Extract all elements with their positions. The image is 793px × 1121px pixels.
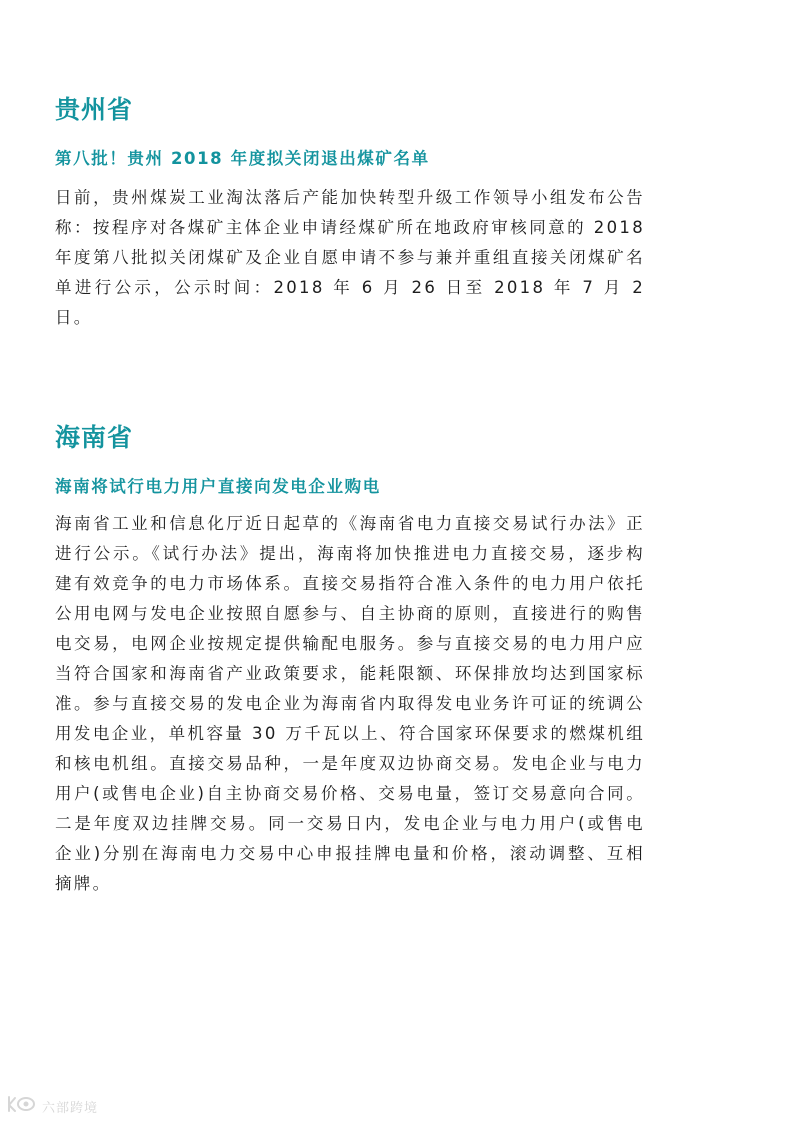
- article-title: 第八批！贵州 2018 年度拟关闭退出煤矿名单: [55, 149, 430, 168]
- section-guizhou: [55, 94, 645, 333]
- watermark-text: 六部跨境: [42, 1100, 99, 1116]
- watermark: [6, 1093, 98, 1119]
- k-eye-logo-icon: [6, 1093, 36, 1119]
- article-body: 日前，贵州煤炭工业淘汰落后产能加快转型升级工作领导小组发布公告称：按程序对各煤矿主体企业申请经煤矿所在地政府审核同意的 2018 年度第八批拟关闭煤矿及企业自愿申请不参与兼并重组直接关闭煤矿名单进行公示，公示时间：2018 年 6 月 26 日至 2018 年 7 月 2 日。: [55, 188, 645, 327]
- province-title: 海南省: [55, 423, 134, 452]
- province-title: 贵州省: [55, 95, 134, 124]
- article-body: 海南省工业和信息化厅近日起草的《海南省电力直接交易试行办法》正进行公示。《试行办法》提出，海南将加快推进电力直接交易，逐步构建有效竞争的电力市场体系。直接交易指符合准入条件的电力用户依托公用电网与发电企业按照自愿参与、自主协商的原则，直接进行的购售电交易，电网企业按规定提供输配电服务。参与直接交易的电力用户应当符合国家和海南省产业政策要求，能耗限额、环保排放均达到国家标准。参与直接交易的发电企业为海南省内取得发电业务许可证的统调公用发电企业，单机容量 30 万千瓦以上、符合国家环保要求的燃煤机组和核电机组。直接交易品种，一是年度双边协商交易。发电企业与电力用户(或售电企业)自主协商交易价格、交易电量，签订交易意向合同。二是年度双边挂牌交易。同一交易日内，发电企业与电力用户(或售电企业)分别在海南电力交易中心申报挂牌电量和价格，滚动调整、互相摘牌。: [55, 514, 645, 893]
- article-title: 海南将试行电力用户直接向发电企业购电: [55, 477, 381, 496]
- section-hainan: [55, 422, 645, 899]
